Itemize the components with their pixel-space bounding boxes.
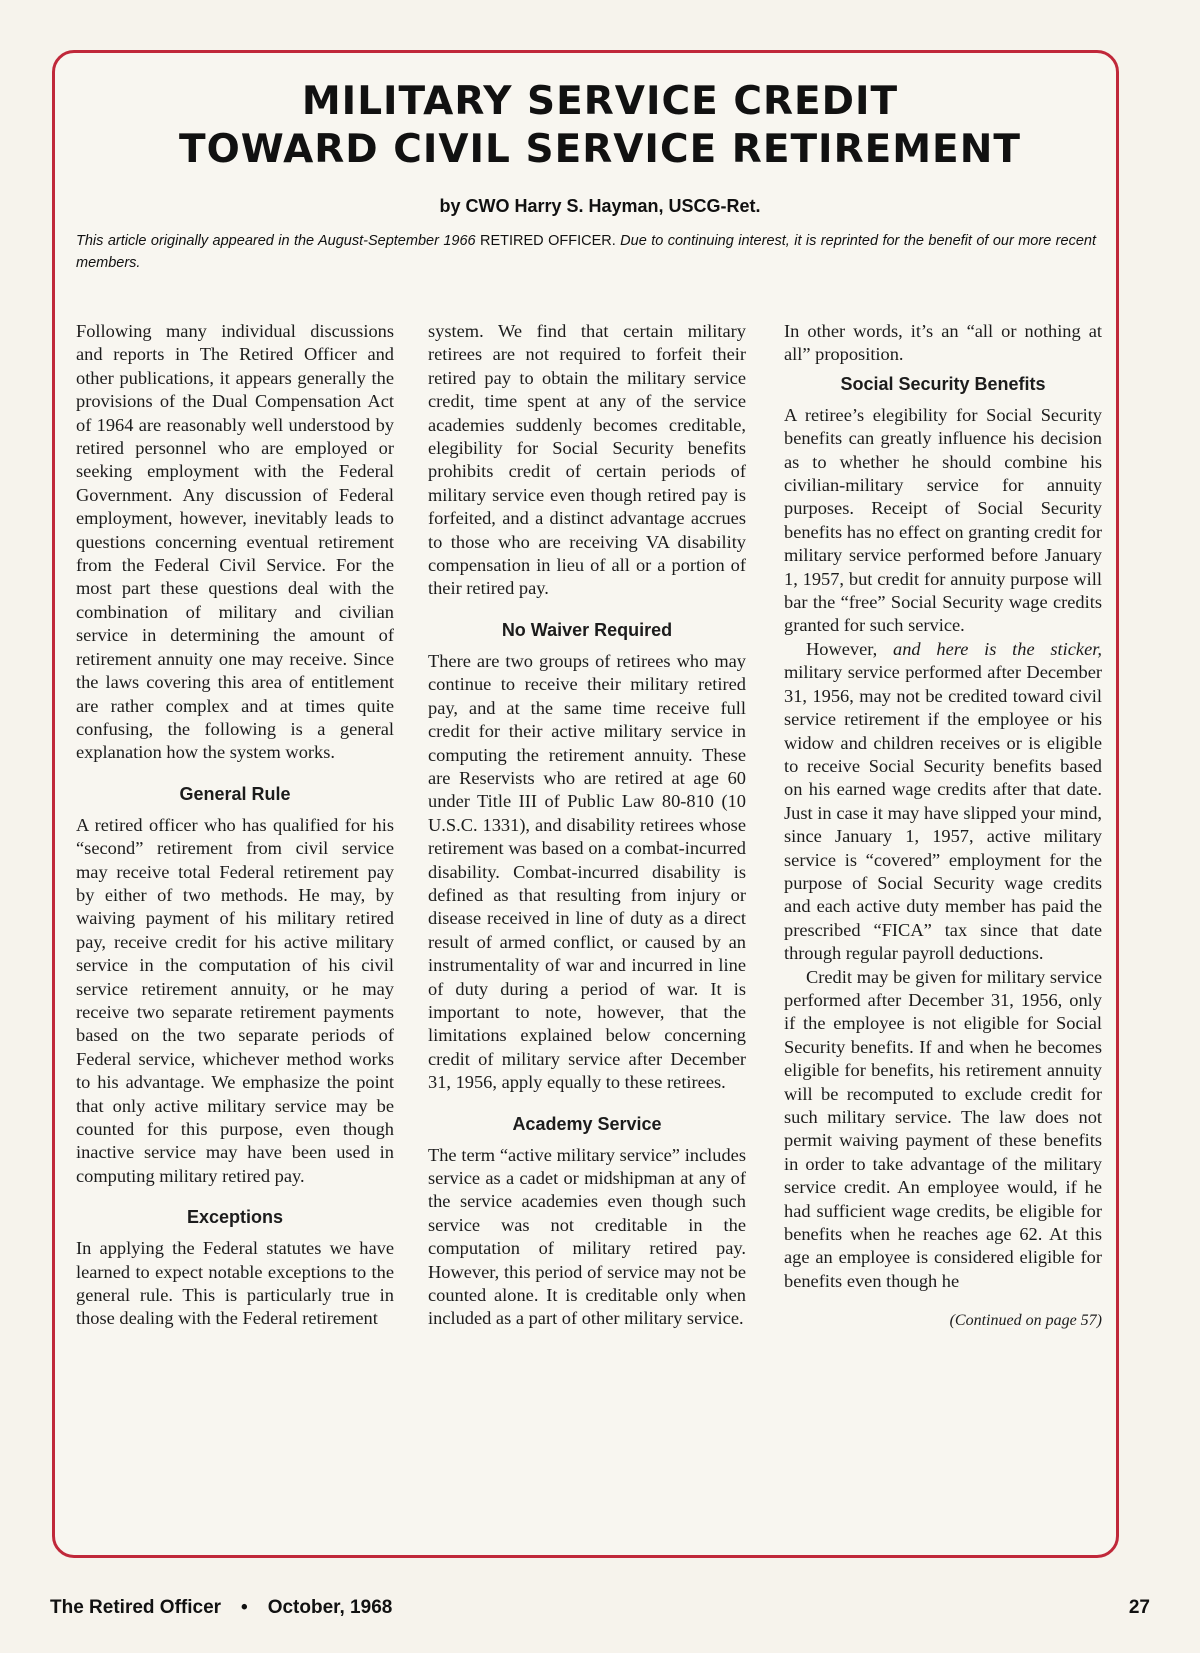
issue-date: October, 1968 <box>267 1597 393 1618</box>
text-run: military service performed after December 31, 1956, may not be credited toward civil service retirement if the employee or his widow and children receives or is eligible to receive Social Security benefits based on his earned wage credits after that date. Just in case it may have slipped your mind, since January 1, 1957, active military service is “covered” employment for the purpose of Social Security wage credits and each active duty member has paid the prescribed “FICA” tax since that date through regular payroll deductions. <box>784 662 1102 964</box>
footer-publication <box>50 1597 392 1619</box>
intro-text-1: This article originally appeared in the August-September 1966 <box>76 233 481 249</box>
page-title <box>0 78 1200 174</box>
column-1 <box>76 320 394 1331</box>
page-number: 27 <box>1128 1597 1150 1618</box>
title-line-2: TOWARD CIVIL SERVICE RETIREMENT <box>179 127 1021 172</box>
column-3 <box>784 320 1102 1333</box>
paragraph: A retiree’s elegibility for Social Security benefits can greatly influence his decision as to whether he should combine his civilian-military service for annuity purposes. Receipt of Social Security benefits has no effect on granting credit for military service performed before January 1, 1957, but credit for annuity purpose will bar the “free” Social Security wage credits granted for such service. <box>784 404 1102 636</box>
intro-publication: RETIRED OFFICER. <box>480 233 616 249</box>
paragraph: In applying the Federal statutes we have learned to expect notable exceptions to the general rule. This is particularly true in those dealing with the Federal retirement <box>76 1238 394 1329</box>
column-2 <box>428 320 746 1331</box>
section-heading-social-security: Social Security Benefits <box>840 373 1046 394</box>
paragraph <box>784 638 1102 966</box>
byline: by CWO Harry S. Hayman, USCG-Ret. <box>439 196 761 216</box>
text-run: However, <box>806 638 894 659</box>
paragraph: In other words, it’s an “all or nothing at all” proposition. <box>784 321 1102 365</box>
paragraph: Following many individual discussions and reports in The Retired Officer and other publications, it appears generally the provisions of the Dual Compensation Act of 1964 are reasonably well understood by retired personnel who are employed or seeking employment with the Federal Government. Any discussion of Federal employment, however, inevitably leads to questions concerning eventual retirement from the Federal Civil Service. For the most part these questions deal with the combination of military and civilian service in determining the amount of retirement annuity one may receive. Since the laws covering this area of entitlement are rather complex and at times quite confusing, the following is a general explanation how the system works. <box>76 321 394 763</box>
intro-text-2: Due to continuing interest, it is reprinted for the benefit of our more recent members. <box>76 233 1096 271</box>
intro-note <box>76 230 1096 274</box>
paragraph: The term “active military service” includes service as a cadet or midshipman at any of the service academies even though such service was not creditable in the computation of military retired pay. However, this period of service may not be counted alone. It is creditable only when included as a part of other military service. <box>428 1144 746 1329</box>
continued-note: (Continued on page 57) <box>949 1312 1102 1330</box>
emphasis-text: and here is the sticker, <box>893 638 1102 659</box>
bullet-separator: • <box>241 1597 248 1618</box>
paragraph: There are two groups of retirees who may continue to receive their military retired pay, and at the same time receive full credit for their active military service in computing the retirement annuity. These are Reservists who are retired at age 60 under Title III of Public Law 80-810 (10 U.S.C. 1331), and disability retirees whose retirement was based on a combat-incurred disability. Combat-incurred disability is defined as that resulting from injury or disease received in line of duty as a direct result of armed conflict, or caused by an instrumentality of war and incurred in line of duty during a period of war. It is important to note, however, that the limitations explained below concerning credit of military service after December 31, 1956, apply equally to these retirees. <box>428 650 746 1093</box>
paragraph: Credit may be given for military service performed after December 31, 1956, only if the employee is not eligible for Social Security benefits. If and when he becomes eligible for benefits, his retirement annuity will be recomputed to exclude credit for such military service. The law does not permit waiving payment of these benefits in order to take advantage of the military service credit. An employee would, if he had sufficient wage credits, be eligible for benefits when he reaches age 62. At this age an employee is considered eligible for benefits even though he <box>784 966 1102 1291</box>
section-heading-exceptions: Exceptions <box>186 1207 284 1228</box>
paragraph: system. We find that certain military retirees are not required to forfeit their retired pay to obtain the military service credit, time spent at any of the service academies suddenly becomes creditable, elegibility for Social Security benefits prohibits credit of certain periods of military service even though retired pay is forfeited, and a distinct advantage accrues to those who are receiving VA disability compensation in lieu of all or a portion of their retired pay. <box>428 321 746 599</box>
section-heading-general-rule: General Rule <box>179 783 291 804</box>
section-heading-no-waiver: No Waiver Required <box>501 619 673 640</box>
publication-name: The Retired Officer <box>50 1597 222 1618</box>
section-heading-academy-service: Academy Service <box>512 1113 662 1134</box>
title-line-1: MILITARY SERVICE CREDIT <box>301 79 899 124</box>
paragraph: A retired officer who has qualified for his “second” retirement from civil service may receive total Federal retirement pay by either of two methods. He may, by waiving payment of his military retired pay, receive credit for his active military service in the computation of his civil service retirement annuity, or he may receive two separate retirement payments based on the two separate periods of Federal service, whichever method works to his advantage. We emphasize the point that only active military service may be counted for this purpose, even though inactive service may have been used in computing military retired pay. <box>76 814 394 1186</box>
